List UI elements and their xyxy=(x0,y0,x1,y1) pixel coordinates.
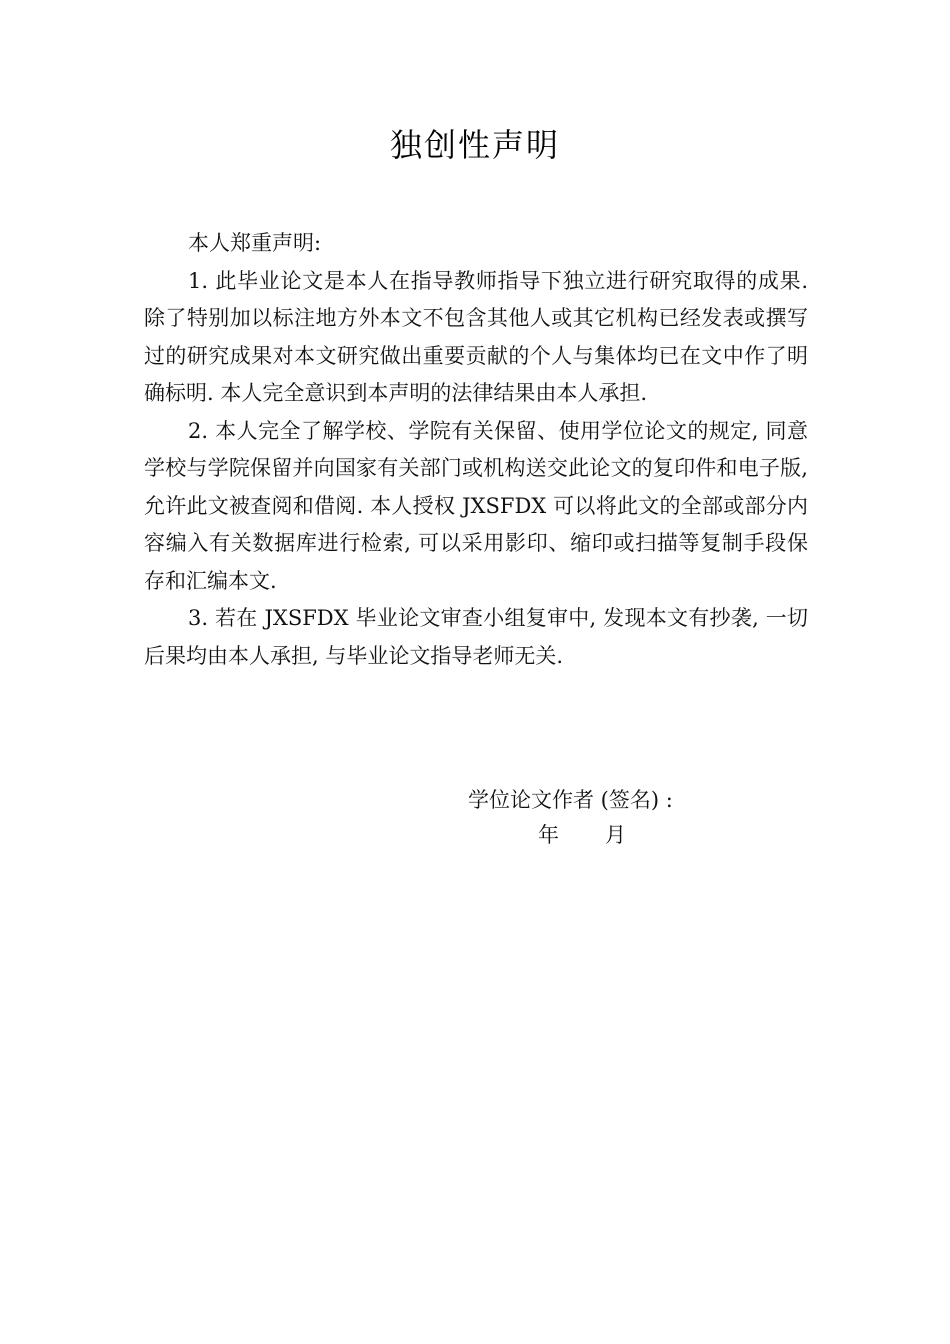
declaration-paragraph-3: 3. 若在 JXSFDX 毕业论文审查小组复审中, 发现本文有抄袭, 一切后果均由本人承担, 与毕业论文指导老师无关. xyxy=(144,606,808,668)
declaration-body xyxy=(144,225,808,675)
author-signature-label: 学位论文作者 (签名) : xyxy=(468,788,673,812)
date-year-label: 年 xyxy=(538,823,559,847)
declaration-paragraph-1: 1. 此毕业论文是本人在指导教师指导下独立进行研究取得的成果. 除了特别加以标注地方外本文不包含其他人或其它机构已经发表或撰写过的研究成果对本文研究做出重要贡献的个人与集体均已在文中作了明确标明. 本人完全意识到本声明的法律结果由本人承担. xyxy=(144,268,808,405)
signature-date xyxy=(538,818,626,852)
declaration-intro: 本人郑重声明: xyxy=(188,231,322,255)
date-month-label: 月 xyxy=(605,823,626,847)
declaration-paragraph-2: 2. 本人完全了解学校、学院有关保留、使用学位论文的规定, 同意学校与学院保留并向国家有关部门或机构送交此论文的复印件和电子版, 允许此文被查阅和借阅. 本人授权 JXSFDX 可以将此文的全部或部分内容编入有关数据库进行检索, 可以采用影印、缩印或扫描等复制手段保存和汇编本文. xyxy=(144,418,808,593)
page-title: 独创性声明 xyxy=(389,126,560,164)
